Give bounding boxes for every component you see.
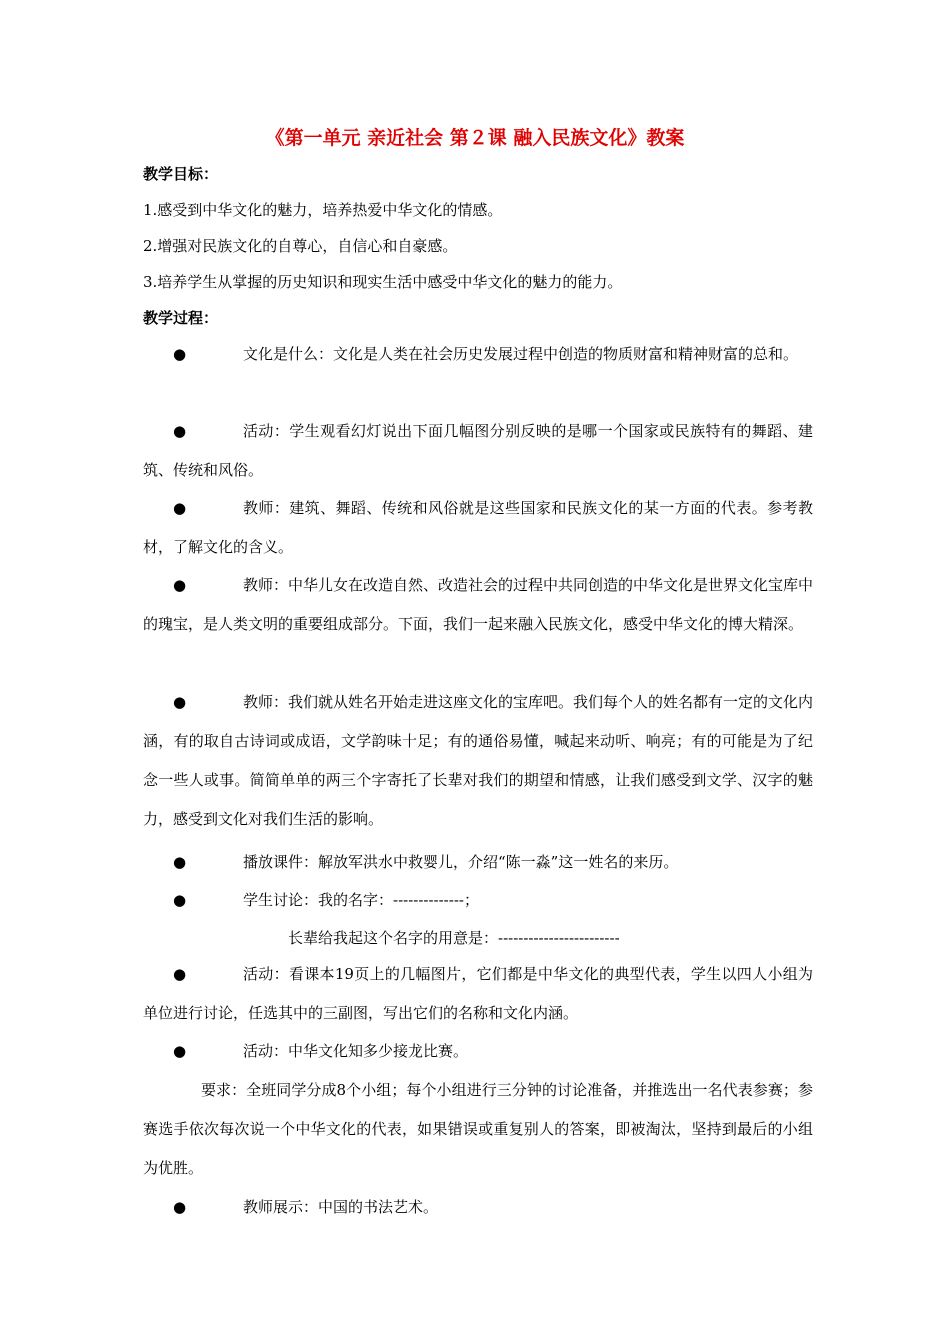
list-item-text: 活动：看课本19页上的几幅图片，它们都是中华文化的典型代表，学生以四人小组为单位进行讨论，任选其中的三副图，写出它们的名称和文化内涵。 — [143, 965, 813, 1022]
list-item — [143, 497, 813, 575]
process-heading: 教学过程： — [143, 309, 219, 327]
bullet-icon: ● — [173, 576, 187, 594]
list-item-text: 播放课件：解放军洪水中救婴儿，介绍“陈一淼”这一姓名的来历。 — [243, 853, 679, 871]
goal-1: 1.感受到中华文化的魅力，培养热爱中华文化的情感。 — [143, 201, 503, 219]
list-item-text: 活动：学生观看幻灯说出下面几幅图分别反映的是哪一个国家或民族特有的舞蹈、建筑、传统和风俗。 — [143, 422, 813, 479]
list-item-text: 教师展示：中国的书法艺术。 — [243, 1198, 439, 1216]
list-item — [143, 691, 813, 847]
bullet-icon: ● — [173, 693, 187, 711]
list-item — [143, 420, 813, 498]
list-item — [143, 889, 813, 928]
bullet-icon: ● — [173, 891, 187, 909]
list-item-text: 学生讨论：我的名字：--------------； — [243, 891, 479, 909]
list-item-text: 文化是什么：文化是人类在社会历史发展过程中创造的物质财富和精神财富的总和。 — [243, 345, 799, 363]
list-item — [143, 343, 813, 382]
goal-3: 3.培养学生从掌握的历史知识和现实生活中感受中华文化的魅力的能力。 — [143, 273, 623, 291]
goal-2: 2.增强对民族文化的自尊心，自信心和自豪感。 — [143, 237, 458, 255]
document-title: 《第一单元 亲近社会 第２课 融入民族文化》教案 — [265, 127, 685, 149]
list-item — [143, 1196, 813, 1235]
list-item — [143, 963, 813, 1041]
bullet-icon: ● — [173, 499, 187, 517]
list-item — [143, 574, 813, 652]
bullet-icon: ● — [173, 965, 187, 983]
list-item-text: 教师：我们就从姓名开始走进这座文化的宝库吧。我们每个人的姓名都有一定的文化内涵，有的取自古诗词或成语，文学韵味十足；有的通俗易懂，喊起来动听、响亮；有的可能是为了纪念一些人或事。简简单单的两三个字寄托了长辈对我们的期望和情感，让我们感受到文学、汉字的魅力，感受到文化对我们生活的影响。 — [143, 693, 814, 828]
goals-heading: 教学目标： — [143, 165, 219, 183]
bullet-icon: ● — [173, 422, 187, 440]
bullet-icon: ● — [173, 1042, 187, 1060]
name-meaning-line: 长辈给我起这个名字的用意是：------------------------ — [288, 929, 620, 947]
bullet-icon: ● — [173, 853, 187, 871]
bullet-icon: ● — [173, 345, 187, 363]
bullet-icon: ● — [173, 1198, 187, 1216]
requirement-paragraph: 要求：全班同学分成8个小组；每个小组进行三分钟的讨论准备，并推选出一名代表参赛；参赛选手依次每次说一个中华文化的代表，如果错误或重复别人的答案，即被淘汰，坚持到最后的小组为优胜。 — [143, 1081, 813, 1177]
list-item-text: 活动：中华文化知多少接龙比赛。 — [243, 1042, 469, 1060]
list-item-text: 教师：中华儿女在改造自然、改造社会的过程中共同创造的中华文化是世界文化宝库中的瑰宝，是人类文明的重要组成部分。下面，我们一起来融入民族文化，感受中华文化的博大精深。 — [143, 576, 814, 633]
list-item-text: 教师：建筑、舞蹈、传统和风俗就是这些国家和民族文化的某一方面的代表。参考教材，了解文化的含义。 — [143, 499, 813, 556]
